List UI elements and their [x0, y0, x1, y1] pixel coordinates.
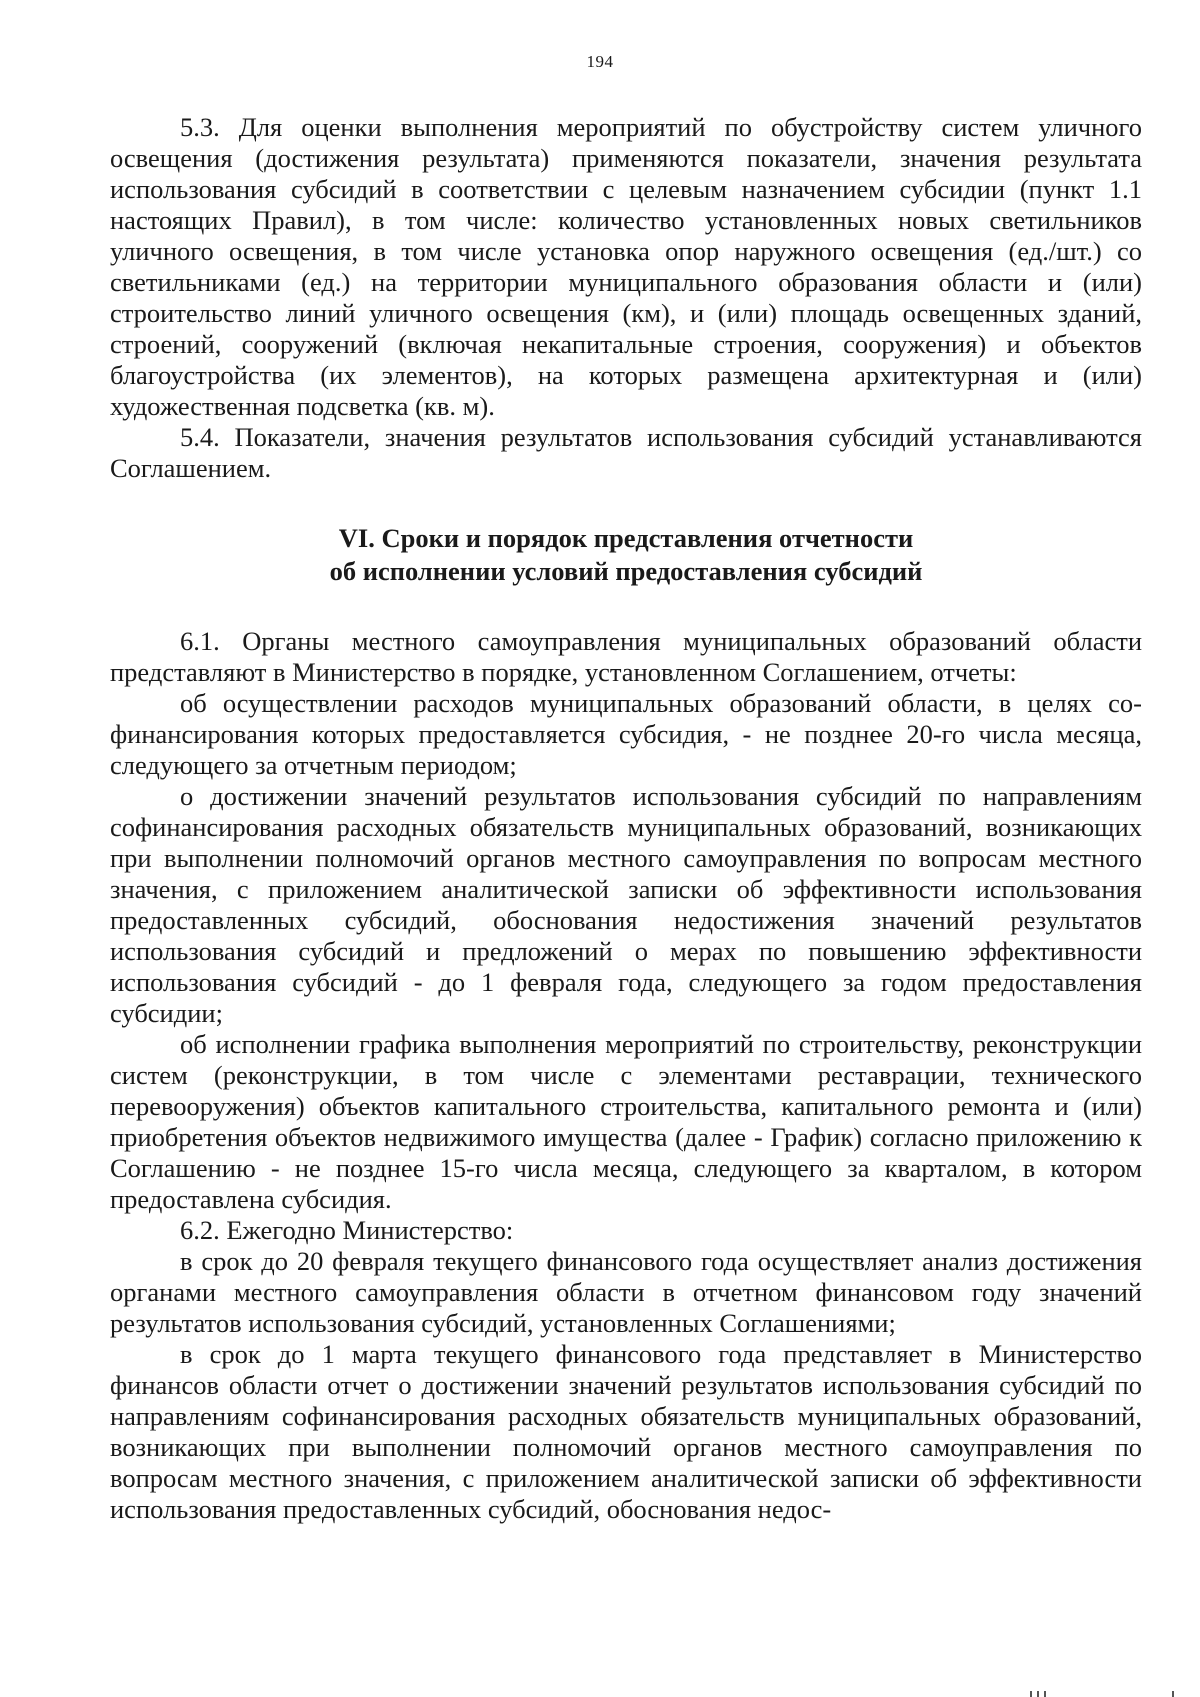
paragraph-6-1-item-2: о достижении значений результатов использования субсидий по направлениям софинансирования расходных обязательств муниципальных образований, возникающих при выполнении полномочий органов местного самоуправления по вопросам местного значения, с приложением аналитической записки об эффективности использования предоставленных субсидий, обоснования недостижения значений результатов использования субсидий и предложений о мерах по повышению эффективности использования субсидий - до 1 февраля года, следующего за годом предоставления субсидии;	[110, 781, 1142, 1028]
section-heading	[110, 522, 1142, 588]
paragraph-6-1-item-3: об исполнении графика выполнения мероприятий по строительству, реконструкции систем (реконструкции, в том числе с элементами реставрации, технического перевооружения) объектов капитального строительства, капитального ремонта и (или) приобретения объектов недвижимого имущества (далее - График) согласно приложению к Соглашению - не позднее 15-го числа месяца, следующего за кварталом, в котором предоставлена субсидия.	[110, 1029, 1142, 1214]
paragraph-6-2-item-2: в срок до 1 марта текущего финансового года представляет в Министерство финансов области отчет о достижении значений результатов использования субсидий по направлениям софинансирования расходных обязательств муниципальных образований, возникающих при выполнении полномочий органов местного самоуправления по вопросам местного значения, с приложением аналитической записки об эффективности использования предоставленных субсидий, обоснования недос-	[110, 1339, 1142, 1524]
section-heading-line-2: об исполнении условий предоставления субсидий	[329, 556, 923, 586]
paragraph-5-4: 5.4. Показатели, значения результатов использования субсидий устанавливаются Соглашением.	[110, 422, 1142, 483]
scan-edge-mark	[1172, 1691, 1174, 1697]
scan-edge-mark	[1037, 1691, 1039, 1697]
page-number: 194	[586, 52, 614, 71]
section-heading-line-1: VI. Сроки и порядок представления отчетности	[338, 523, 914, 553]
paragraph-6-2-item-1: в срок до 20 февраля текущего финансового года осуществляет анализ достижения органами местного самоуправления области в отчетном финансовом году значений результатов использования субсидий, установленных Соглашениями;	[110, 1246, 1142, 1338]
paragraph-6-2: 6.2. Ежегодно Министерство:	[180, 1215, 514, 1245]
document-body	[110, 112, 1142, 1525]
paragraph-5-3: 5.3. Для оценки выполнения мероприятий по обустройству систем уличного освещения (достижения результата) применяются показатели, значения результата использования субсидий в соответствии с целевым назначением субсидии (пункт 1.1 настоящих Правил), в том числе: количество установленных новых светильников уличного освещения, в том числе установка опор наружного освещения (ед./шт.) со светильниками (ед.) на территории муниципального образования области и (или) строительство линий уличного освещения (км), и (или) площадь освещенных зданий, строений, сооружений (включая некапитальные строения, сооружения) и объектов благоустройства (их элементов), на которых размещена архитектурная и (или) художественная подсветка (кв. м).	[110, 112, 1142, 421]
scan-edge-mark	[1044, 1691, 1046, 1697]
scan-edge-mark	[1030, 1691, 1032, 1697]
paragraph-6-1: 6.1. Органы местного самоуправления муниципальных образований области представляют в Министерство в порядке, установленном Соглашением, отчеты:	[110, 626, 1142, 687]
paragraph-6-1-item-1: об осуществлении расходов муниципальных образований области, в целях софинансирования которых предоставляется субсидия, - не позднее 20-го числа месяца, следующего за отчетным периодом;	[110, 688, 1142, 780]
